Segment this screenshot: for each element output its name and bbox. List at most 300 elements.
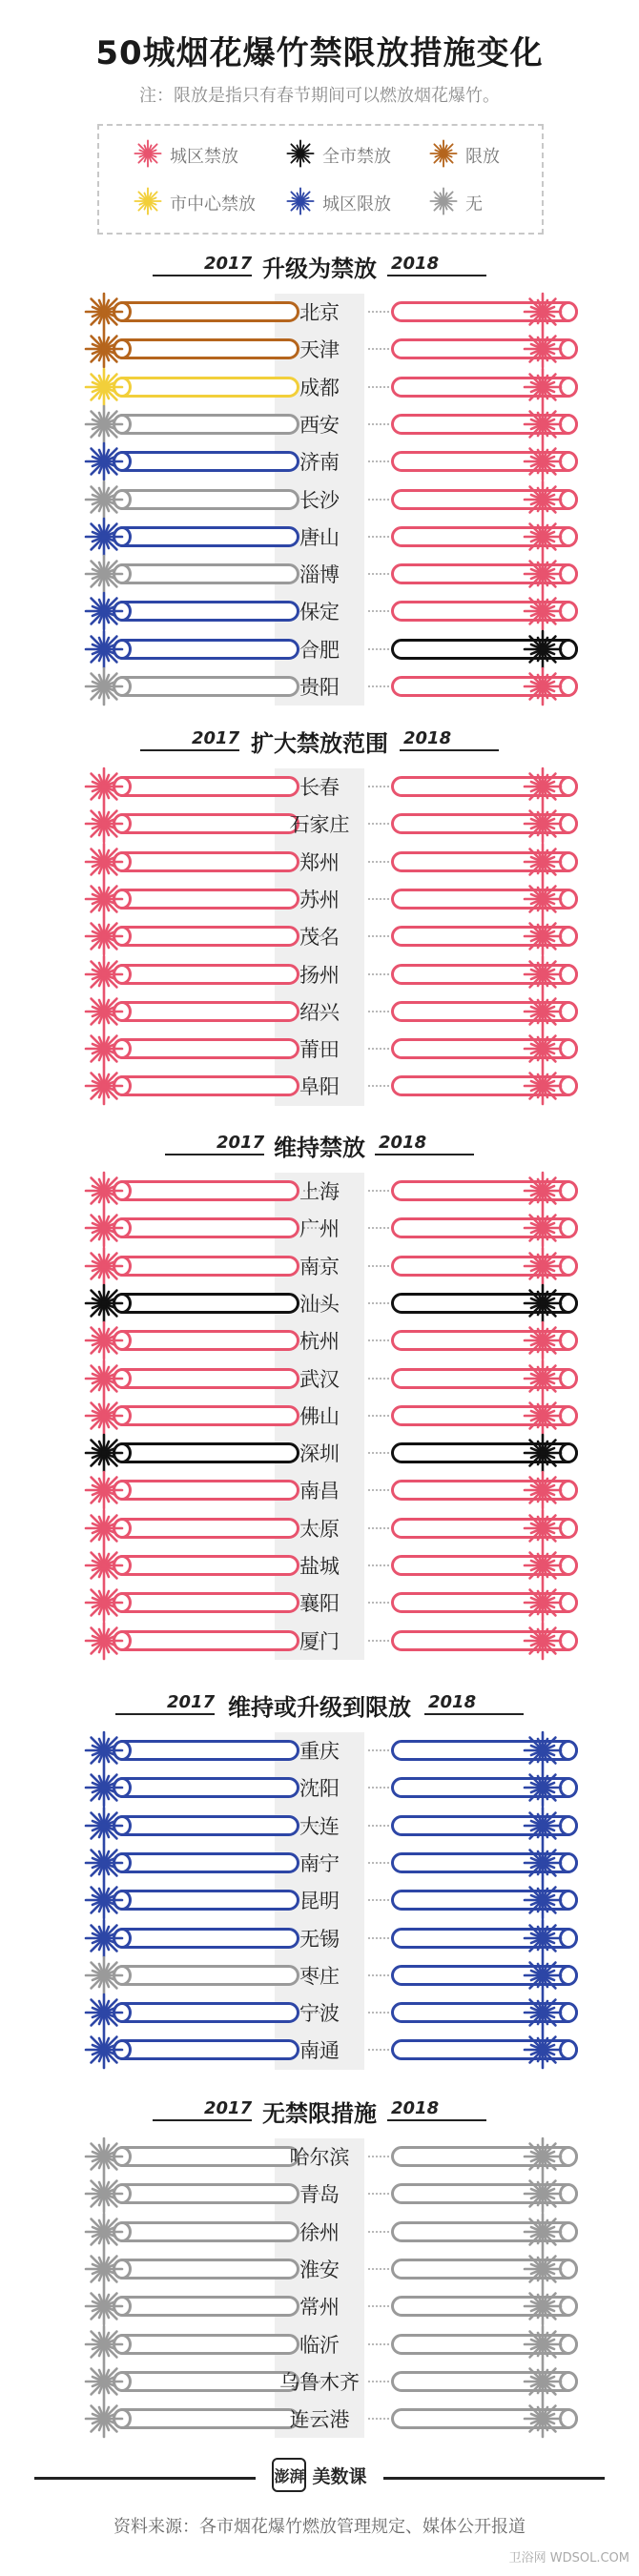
city-name: 汕头 [299, 1292, 340, 1316]
city-row [0, 1396, 639, 1434]
firecracker-2017 [113, 1965, 299, 1986]
firecracker-2017 [113, 2259, 299, 2280]
leader-dots [368, 499, 389, 501]
firework-burst-icon [134, 139, 162, 172]
firecracker-2017 [113, 813, 299, 834]
leader-dots [368, 973, 389, 975]
firework-burst-icon [523, 1583, 563, 1623]
firecracker-2017 [113, 926, 299, 947]
firework-burst-icon [84, 1283, 124, 1323]
firework-burst-icon [84, 2030, 124, 2070]
city-name: 南昌 [299, 1480, 340, 1503]
city-name: 石家庄 [289, 813, 350, 837]
firework-burst-icon [84, 1843, 124, 1883]
firecracker-2017 [113, 1630, 299, 1651]
firework-burst-icon [523, 1320, 563, 1360]
firework-burst-icon [84, 292, 124, 332]
leader-dots [368, 2156, 389, 2157]
year-label-left: 2017 [167, 1692, 216, 1712]
city-name: 徐州 [299, 2220, 340, 2244]
firecracker-2017 [113, 1256, 299, 1277]
year-label-right: 2018 [379, 1133, 427, 1153]
publisher-logo [256, 2454, 383, 2496]
leader-dots [368, 935, 389, 937]
city-row [0, 1470, 639, 1508]
firework-burst-icon [523, 1545, 563, 1585]
firework-burst-icon [523, 2249, 563, 2289]
firework-burst-icon [523, 879, 563, 919]
city-name: 沈阳 [299, 1777, 340, 1801]
leader-dots [368, 1489, 389, 1491]
firework-burst-icon [286, 139, 315, 172]
firework-burst-icon [84, 1730, 124, 1770]
logo-mark: 澎湃 [272, 2458, 306, 2492]
firework-burst-icon [84, 1066, 124, 1106]
firecracker-2017 [113, 2296, 299, 2317]
city-row [0, 329, 639, 367]
firecracker-2017 [113, 1518, 299, 1539]
firework-burst-icon [84, 1433, 124, 1473]
city-name: 贵阳 [299, 676, 340, 699]
leader-dots [368, 2012, 389, 2014]
firework-burst-icon [84, 879, 124, 919]
firework-burst-icon [84, 1880, 124, 1920]
section-header [0, 1688, 639, 1721]
firecracker-2017 [113, 1330, 299, 1351]
leader-dots [368, 1749, 389, 1751]
city-row [0, 2399, 639, 2437]
city-name: 合肥 [299, 638, 340, 662]
firework-burst-icon [523, 992, 563, 1032]
firecracker-2017 [113, 526, 299, 547]
firecracker-2017 [113, 851, 299, 872]
firecracker-2017 [113, 639, 299, 660]
city-name: 枣庄 [299, 1964, 340, 1988]
firework-burst-icon [523, 1208, 563, 1248]
legend-label: 城区限放 [322, 194, 391, 215]
city-row [0, 2324, 639, 2362]
firecracker-2017 [113, 451, 299, 472]
city-row [0, 1208, 639, 1246]
year-label-right: 2018 [428, 1692, 477, 1712]
section-header [0, 250, 639, 282]
city-row [0, 517, 639, 555]
firework-burst-icon [84, 591, 124, 631]
city-name: 哈尔滨 [289, 2146, 350, 2169]
leader-dots [368, 1190, 389, 1192]
leader-dots [368, 898, 389, 900]
firework-burst-icon [523, 2286, 563, 2326]
leader-dots [368, 823, 389, 825]
leader-dots [368, 1602, 389, 1604]
firecracker-2017 [113, 676, 299, 697]
leader-dots [368, 2343, 389, 2345]
legend-label: 城区禁放 [170, 147, 238, 167]
firework-burst-icon [523, 767, 563, 807]
city-row [0, 2030, 639, 2068]
city-name: 乌鲁木齐 [279, 2370, 360, 2394]
watermark: 卫浴网 WDSOL.COM [508, 2551, 629, 2566]
leader-dots [368, 1048, 389, 1050]
firecracker-2017 [113, 1038, 299, 1059]
firework-burst-icon [523, 1918, 563, 1958]
firework-burst-icon [84, 1955, 124, 1995]
firework-burst-icon [523, 2030, 563, 2070]
firework-burst-icon [84, 517, 124, 557]
firework-burst-icon [84, 842, 124, 882]
firecracker-2017 [113, 2039, 299, 2060]
firecracker-2017 [113, 1928, 299, 1949]
city-name: 太原 [299, 1517, 340, 1541]
firecracker-2017 [113, 2146, 299, 2167]
leader-dots [368, 648, 389, 650]
city-row [0, 1621, 639, 1659]
firework-burst-icon [84, 2249, 124, 2289]
city-name: 深圳 [299, 1442, 340, 1466]
firework-burst-icon [523, 591, 563, 631]
city-row [0, 1066, 639, 1104]
city-row [0, 1171, 639, 1209]
leader-dots [368, 1862, 389, 1864]
firecracker-2017 [113, 1075, 299, 1096]
firework-burst-icon [84, 2174, 124, 2214]
firecracker-2017 [113, 2221, 299, 2242]
city-row [0, 1545, 639, 1584]
firework-burst-icon [523, 1283, 563, 1323]
firework-burst-icon [84, 629, 124, 669]
city-name: 襄阳 [299, 1592, 340, 1616]
city-row [0, 1880, 639, 1918]
firework-burst-icon [523, 1029, 563, 1069]
leader-dots [368, 2193, 389, 2195]
firework-burst-icon [84, 1246, 124, 1286]
firecracker-2017 [113, 1217, 299, 1238]
firecracker-2017 [113, 1442, 299, 1463]
city-name: 郑州 [299, 850, 340, 874]
firecracker-2017 [113, 2408, 299, 2429]
city-row [0, 441, 639, 480]
firework-burst-icon [84, 1171, 124, 1211]
section-header [0, 2095, 639, 2127]
firework-burst-icon [523, 441, 563, 481]
city-row [0, 1730, 639, 1768]
legend-item-none [429, 187, 483, 219]
firecracker-2017 [113, 1368, 299, 1389]
firecracker-2017 [113, 2334, 299, 2355]
firework-burst-icon [523, 1621, 563, 1661]
firework-burst-icon [523, 842, 563, 882]
firework-burst-icon [134, 187, 162, 219]
firecracker-2017 [113, 964, 299, 985]
source-credit: 资料来源：各市烟花爆竹燃放管理规定、媒体公开报道 [113, 2517, 526, 2537]
firework-burst-icon [84, 2212, 124, 2252]
city-row [0, 1955, 639, 1993]
leader-dots [368, 2268, 389, 2270]
firework-burst-icon [84, 441, 124, 481]
city-name: 莆田 [299, 1038, 340, 1062]
firecracker-2017 [113, 1592, 299, 1613]
city-name: 重庆 [299, 1740, 340, 1763]
city-name: 保定 [299, 601, 340, 624]
city-row [0, 367, 639, 405]
leader-dots [368, 2418, 389, 2420]
firework-burst-icon [523, 1955, 563, 1995]
section-title: 无禁限措施 [262, 2100, 377, 2127]
firework-burst-icon [523, 1433, 563, 1473]
firecracker-2017 [113, 1480, 299, 1501]
firecracker-2017 [113, 1852, 299, 1873]
city-row [0, 1583, 639, 1621]
section-title: 维持禁放 [274, 1135, 365, 1161]
firework-burst-icon [84, 1806, 124, 1846]
city-row [0, 2174, 639, 2212]
year-label-left: 2017 [204, 2098, 253, 2118]
leader-dots [368, 573, 389, 575]
firework-burst-icon [523, 1508, 563, 1548]
city-name: 唐山 [299, 525, 340, 549]
leader-dots [368, 1378, 389, 1380]
firework-burst-icon [523, 2324, 563, 2364]
firework-burst-icon [84, 804, 124, 844]
city-name: 淮安 [299, 2258, 340, 2281]
firework-burst-icon [523, 954, 563, 994]
leader-dots [368, 423, 389, 425]
city-name: 绍兴 [299, 1000, 340, 1024]
firework-burst-icon [84, 767, 124, 807]
firework-burst-icon [84, 2324, 124, 2364]
firework-burst-icon [286, 187, 315, 219]
firework-burst-icon [523, 1066, 563, 1106]
firework-burst-icon [523, 1730, 563, 1770]
firecracker-2017 [113, 338, 299, 359]
leader-dots [368, 1899, 389, 1901]
firework-burst-icon [84, 2286, 124, 2326]
footnote: 注：限放是指只有春节期间可以燃放烟花爆竹。 [139, 86, 500, 106]
city-name: 济南 [299, 451, 340, 475]
legend-item-city-ban [134, 139, 238, 172]
firework-burst-icon [84, 1545, 124, 1585]
firework-burst-icon [84, 1993, 124, 2033]
leader-dots [368, 1452, 389, 1454]
firecracker-2017 [113, 1815, 299, 1836]
section-title: 扩大禁放范围 [251, 730, 388, 757]
firecracker-2017 [113, 2002, 299, 2023]
firecracker-2017 [113, 601, 299, 622]
firework-burst-icon [84, 1208, 124, 1248]
firework-burst-icon [84, 992, 124, 1032]
leader-dots [368, 1974, 389, 1976]
city-row [0, 1993, 639, 2031]
city-row [0, 1359, 639, 1397]
year-label-left: 2017 [216, 1133, 265, 1153]
city-name: 南通 [299, 2039, 340, 2063]
firework-burst-icon [523, 1359, 563, 1399]
leader-dots [368, 386, 389, 388]
firecracker-2017 [113, 1740, 299, 1761]
firework-burst-icon [84, 1583, 124, 1623]
firework-burst-icon [523, 554, 563, 594]
firework-burst-icon [523, 1768, 563, 1808]
city-row [0, 629, 639, 667]
firework-burst-icon [523, 367, 563, 407]
city-row [0, 1768, 639, 1806]
city-row [0, 2212, 639, 2250]
city-name: 成都 [299, 376, 340, 399]
leader-dots [368, 1227, 389, 1229]
firework-burst-icon [429, 187, 458, 219]
firework-burst-icon [523, 916, 563, 956]
firework-burst-icon [84, 367, 124, 407]
city-name: 茂名 [299, 926, 340, 950]
firecracker-2017 [113, 2183, 299, 2204]
city-name: 无锡 [299, 1927, 340, 1951]
firework-burst-icon [523, 1806, 563, 1846]
firework-burst-icon [84, 1768, 124, 1808]
city-row [0, 1320, 639, 1359]
leader-dots [368, 1302, 389, 1304]
leader-dots [368, 1937, 389, 1939]
city-row [0, 292, 639, 330]
city-row [0, 1283, 639, 1321]
legend-item-district-limit [286, 187, 391, 219]
page-title: 50城烟花爆竹禁限放措施变化 [95, 34, 544, 72]
section-header [0, 1129, 639, 1161]
firework-burst-icon [523, 480, 563, 520]
firework-burst-icon [523, 329, 563, 369]
firework-burst-icon [523, 292, 563, 332]
firecracker-2017 [113, 1777, 299, 1798]
logo-text: 美数课 [312, 2465, 367, 2487]
firework-burst-icon [84, 1470, 124, 1510]
legend-label: 限放 [465, 147, 500, 167]
city-row [0, 954, 639, 992]
leader-dots [368, 2305, 389, 2307]
city-row [0, 1433, 639, 1471]
firework-burst-icon [429, 139, 458, 172]
city-row [0, 767, 639, 805]
legend-label: 全市禁放 [322, 147, 391, 167]
legend-label: 市中心禁放 [170, 194, 256, 215]
city-row [0, 1029, 639, 1067]
city-name: 长春 [299, 776, 340, 799]
firework-burst-icon [84, 480, 124, 520]
firework-burst-icon [523, 1843, 563, 1883]
leader-dots [368, 2231, 389, 2233]
city-row [0, 916, 639, 954]
firework-burst-icon [84, 1918, 124, 1958]
city-row [0, 1246, 639, 1284]
firework-burst-icon [84, 1029, 124, 1069]
city-row [0, 2136, 639, 2175]
city-name: 长沙 [299, 488, 340, 512]
year-label-right: 2018 [391, 2098, 440, 2118]
leader-dots [368, 786, 389, 787]
city-name: 青岛 [299, 2183, 340, 2207]
leader-dots [368, 1415, 389, 1417]
firework-burst-icon [523, 2136, 563, 2177]
firecracker-2017 [113, 563, 299, 584]
leader-dots [368, 1339, 389, 1341]
city-name: 连云港 [289, 2408, 350, 2432]
firework-burst-icon [84, 954, 124, 994]
leader-dots [368, 1011, 389, 1012]
firework-burst-icon [523, 2212, 563, 2252]
leader-dots [368, 536, 389, 538]
year-label-right: 2018 [391, 254, 440, 274]
city-name: 上海 [299, 1180, 340, 1203]
firework-burst-icon [84, 1396, 124, 1436]
firecracker-2017 [113, 1001, 299, 1022]
firework-burst-icon [523, 1470, 563, 1510]
firework-burst-icon [84, 666, 124, 706]
city-name: 北京 [299, 301, 340, 324]
city-row [0, 879, 639, 917]
firework-burst-icon [84, 329, 124, 369]
city-row [0, 1843, 639, 1881]
firework-burst-icon [523, 517, 563, 557]
firework-burst-icon [523, 1396, 563, 1436]
leader-dots [368, 2049, 389, 2051]
legend-item-full-ban [286, 139, 391, 172]
city-name: 阜阳 [299, 1075, 340, 1099]
leader-dots [368, 1265, 389, 1267]
firework-burst-icon [523, 666, 563, 706]
firecracker-2017 [113, 776, 299, 797]
city-row [0, 2361, 639, 2400]
firework-burst-icon [523, 1993, 563, 2033]
firework-burst-icon [523, 2174, 563, 2214]
firework-burst-icon [523, 1880, 563, 1920]
firecracker-2017 [113, 1293, 299, 1314]
firework-burst-icon [523, 629, 563, 669]
firecracker-2017 [113, 2371, 299, 2392]
city-row [0, 1508, 639, 1546]
city-name: 苏州 [299, 888, 340, 911]
firework-burst-icon [84, 1359, 124, 1399]
city-name: 淄博 [299, 563, 340, 587]
city-name: 武汉 [299, 1367, 340, 1391]
city-row [0, 2286, 639, 2324]
city-row [0, 804, 639, 842]
legend-label: 无 [465, 194, 483, 215]
legend-item-center-ban [134, 187, 256, 219]
firework-burst-icon [84, 1320, 124, 1360]
leader-dots [368, 610, 389, 612]
city-name: 临沂 [299, 2333, 340, 2357]
firecracker-2017 [113, 1405, 299, 1426]
city-name: 大连 [299, 1814, 340, 1838]
year-label-left: 2017 [192, 728, 240, 748]
leader-dots [368, 1527, 389, 1529]
leader-dots [368, 1825, 389, 1827]
leader-dots [368, 1787, 389, 1789]
city-name: 宁波 [299, 2002, 340, 2026]
leader-dots [368, 460, 389, 462]
section-title: 维持或升级到限放 [228, 1694, 411, 1721]
city-name: 杭州 [299, 1330, 340, 1354]
city-name: 常州 [299, 2296, 340, 2320]
firework-burst-icon [84, 2136, 124, 2177]
firework-burst-icon [84, 404, 124, 444]
firecracker-2017 [113, 1890, 299, 1911]
city-row [0, 992, 639, 1030]
year-label-left: 2017 [204, 254, 253, 274]
firework-burst-icon [84, 916, 124, 956]
leader-dots [368, 861, 389, 863]
city-name: 南宁 [299, 1851, 340, 1875]
firecracker-2017 [113, 1555, 299, 1576]
firework-burst-icon [523, 404, 563, 444]
